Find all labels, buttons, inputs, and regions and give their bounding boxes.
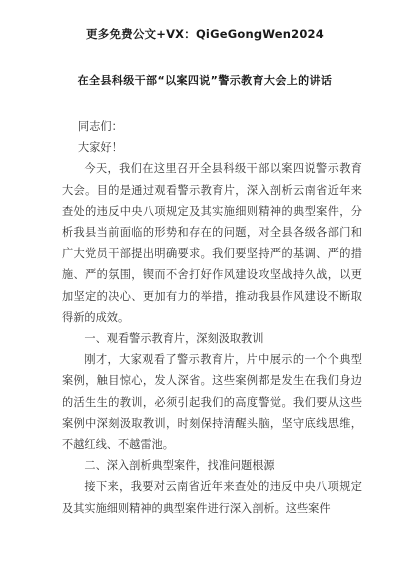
paragraph-section-1: 刚才，大家观看了警示教育片，片中展示的一个个典型案例，触目惊心，发人深省。这些案例都是发生在我们身边的活生生的教训，必须引起我们的高度警觉。我们要从这些案例中深刻汲取教训，时刻保持清醒头脑，坚守底线思维，不越红线、不越雷池。 — [62, 353, 362, 452]
greeting: 大家好！ — [78, 141, 123, 155]
salutation: 同志们： — [78, 120, 123, 133]
document-title: 在全县科级干部“以案四说”警示教育大会上的讲话 — [77, 74, 333, 87]
document-body — [62, 116, 362, 519]
paragraph-intro: 今天，我们在这里召开全县科级干部以案四说警示教育大会。目的是通过观看警示教育片，深入剖析云南省近年来查处的违反中央八项规定及其实施细则精神的典型案件，分析我县当前面临的形势和存在的问题，对全县各级各部门和广大党员干部提出明确要求。我们要坚持严的基调、严的措施、严的氛围，锲而不舍打好作风建设攻坚战持久战，以更加坚定的决心、更加有力的举措，推动我县作风建设不断取得新的成效。 — [62, 162, 362, 324]
section-heading-1: 一、观看警示教育片，深刻汲取教训 — [84, 332, 264, 346]
paragraph-section-2: 接下来，我要对云南省近年来查处的违反中央八项规定及其实施细则精神的典型案件进行深入剖析。这些案件 — [62, 480, 362, 515]
section-heading-2: 二、深入剖析典型案件，找准问题根源 — [84, 459, 275, 473]
watermark-header: 更多免费公文+VX：QiGeGongWen2024 — [86, 27, 324, 41]
